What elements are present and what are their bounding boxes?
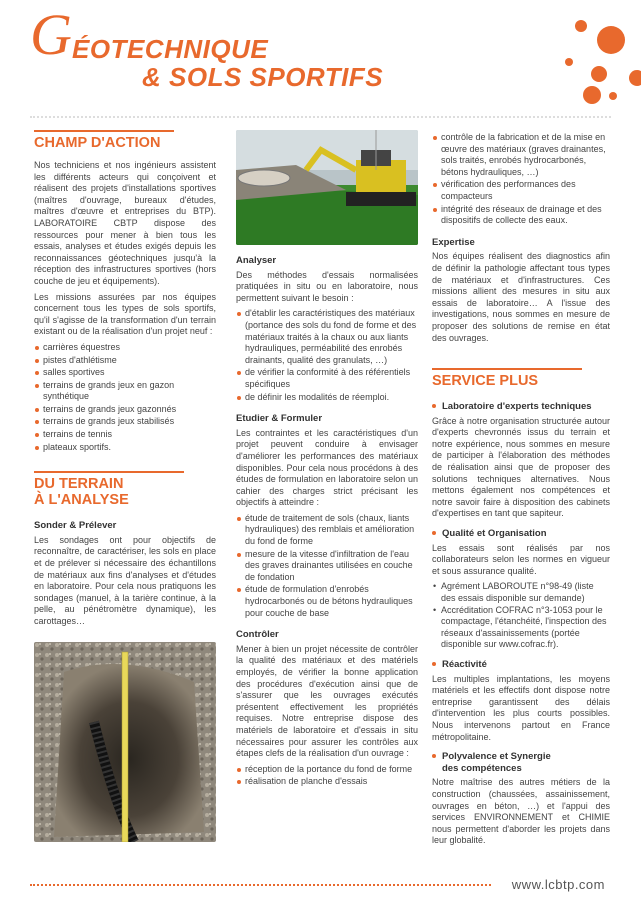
controle-list: [432, 132, 610, 227]
labo-title: Laboratoire d'experts techniques: [432, 401, 610, 413]
champ-paragraph-1: Nos techniciens et nos ingénieurs assistent les différents acteurs qui conçoivent et réalisent des projets d'installations sportives (maîtres d'ouvrage, bureaux d'études, maîtres d'œuvre et entreprises du BTP). LABORATOIRE CBTP dispose des ressources pour mener à bien tous les essais, analyses et études exigés depuis les reconnaissances géotechniques jusqu'à la réception des infrastructures sportives (hors couche de jeu et équipements).: [34, 160, 216, 286]
list-item: vérification des performances des compacteurs: [432, 179, 610, 202]
list-item: terrains de grands jeux stabilisés: [34, 416, 216, 428]
list-item: d'établir les caractéristiques des matériaux (portance des sols du fond de forme et des matériaux traités à la chaux ou aux liants hydrauliques, perméabilité des enrobés drainants, qualité des granulats, …): [236, 308, 418, 366]
list-item: terrains de grands jeux gazonnés: [34, 404, 216, 416]
list-item: étude de formulation d'enrobés hydrocarbonés ou de bétons hydrauliques pour couche de base: [236, 584, 418, 619]
list-item: terrains de tennis: [34, 429, 216, 441]
list-item: réalisation de planche d'essais: [236, 776, 418, 788]
list-item: plateaux sportifs.: [34, 442, 216, 454]
website-link[interactable]: www.lcbtp.com: [511, 877, 605, 892]
analyser-paragraph: Des méthodes d'essais normalisées pratiquées in situ ou en laboratoire, nous permettent suivant le besoin :: [236, 269, 418, 303]
section-title-champ: CHAMP D'ACTION: [34, 130, 174, 154]
list-item: carrières équestres: [34, 342, 216, 354]
list-item: intégrité des réseaux de drainage et des dispositifs de collecte des eaux.: [432, 204, 610, 227]
section-title-service: SERVICE PLUS: [432, 368, 582, 389]
column-2: [236, 130, 418, 792]
list-item: salles sportives: [34, 367, 216, 379]
list-item: contrôle de la fabrication et de la mise en œuvre des matériaux (graves drainantes, sols traités, enrobés hydrocarbonés, bétons hydrauliques, …): [432, 132, 610, 178]
expertise-paragraph: Nos équipes réalisent des diagnostics afin de définir la pathologie affectant tous types de matériaux et d'infrastructures. Ces missions allient des mesures in situ aux essais de laboratoire… A l'issue des investigations, nous sommes en mesure de proposer des solutions de remise en état des ouvrages.: [432, 251, 610, 343]
list-item: étude de traitement de sols (chaux, liants hydrauliques) des remblais et amélioration du fond de forme: [236, 513, 418, 548]
qualite-list: [432, 581, 610, 651]
header-divider: [30, 116, 611, 118]
list-item: de définir les modalités de réemploi.: [236, 392, 418, 404]
polyvalence-paragraph: Notre maîtrise des autres métiers de la construction (chaussées, assainissement, ouvrages en béton, …) et l'appui des services ENVIRONNEMENT et CHIMIE nous permettent d'aborder les projets dans leur globalité.: [432, 777, 610, 846]
terrain-title-line-2: À L'ANALYSE: [34, 492, 129, 509]
etudier-paragraph: Les contraintes et les caractéristiques d'un projet peuvent conduire à envisager d'améliorer les performances des matériaux disponibles. Pour cela nous procédons à des études de formulation en laboratoire selon un cahier des charges strict précisant les objectifs à atteindre :: [236, 427, 418, 508]
etudier-title: Etudier & Formuler: [236, 413, 323, 425]
title-line-2: & SOLS SPORTIFS: [142, 62, 384, 92]
column-3: [432, 130, 610, 851]
terrain-title-line-1: DU TERRAIN: [34, 476, 124, 493]
qualite-paragraph: Les essais sont réalisés par nos collaborateurs selon les normes en vigueur et sous assurance qualité.: [432, 542, 610, 576]
etudier-list: [236, 513, 418, 619]
controler-paragraph: Mener à bien un projet nécessite de contrôler la qualité des matériaux et des matériels employés, de vérifier la bonne application des procédures d'exécution ainsi que de s'assurer que les ouvrages exécutés présentent effectivement les propriétés requises. Notre entreprise dispose des matériels de laboratoire et d'essais in situ nécessaires pour assurer les contrôles aux étapes clefs de la réalisation d'un ouvrage :: [236, 643, 418, 759]
list-item: • Agrément LABOROUTE n°98-49 (liste des essais disponible sur demande): [432, 581, 610, 604]
title-initial: G: [30, 2, 72, 67]
labo-paragraph: Grâce à notre organisation structurée autour d'experts chevronnés issus du terrain et notre expérience, nous sommes en mesure de participer à l'élaboration des méthodes de réalisation ainsi que de proposer des solutions techniques alternatives. Nous mettons également nos compétences et notre savoir faire à disposition des cabinets d'expertises en tant que sapiteur.: [432, 415, 610, 519]
champ-list: [34, 342, 216, 453]
list-item: terrains de grands jeux en gazon synthétique: [34, 380, 216, 403]
controler-title: Contrôler: [236, 629, 279, 641]
champ-paragraph-2: Les missions assurées par nos équipes concernent tous les types de sols sportifs, qu'il s'agisse de la transformation d'un terrain existant ou de la réalisation d'un projet neuf :: [34, 291, 216, 337]
analyser-title: Analyser: [236, 255, 277, 266]
list-item: pistes d'athlétisme: [34, 355, 216, 367]
polyvalence-title-line-2: des compétences: [442, 762, 522, 774]
qualite-title: Qualité et Organisation: [432, 528, 610, 540]
footer-divider: [30, 884, 491, 886]
polyvalence-title: [432, 751, 610, 774]
list-item: mesure de la vitesse d'infiltration de l'eau des graves drainantes utilisées en couche de fondation: [236, 549, 418, 584]
list-item: de vérifier la conformité à des référentiels spécifiques: [236, 367, 418, 390]
column-1: [34, 130, 216, 842]
decorative-dots-icon: [481, 0, 641, 120]
section-title-terrain: [34, 471, 184, 508]
title-line-1: ÉOTECHNIQUE: [72, 34, 269, 64]
polyvalence-title-line-1: Polyvalence et Synergie: [442, 751, 551, 763]
borehole-photo-icon: [34, 642, 216, 842]
excavator-photo-icon: [236, 130, 418, 245]
list-item: • Accréditation COFRAC n°3-1053 pour le compactage, l'étanchéité, l'inspection des réseaux d'assainissements (portée disponible sur www.cofrac.fr).: [432, 605, 610, 651]
reactivite-paragraph: Les multiples implantations, les moyens matériels et les effectifs dont dispose notre entreprise garantissent des délais d'intervention les plus courts possibles. Nous intervenons partout en France métropolitaine.: [432, 673, 610, 742]
expertise-title: Expertise: [432, 236, 475, 248]
sonder-paragraph: Les sondages ont pour objectifs de reconnaître, de caractériser, les sols en place et de prélever si nécessaire des échantillons de matériaux aux fins d'analyses et d'études en laboratoire. Pour cela nous pratiquons les sondages (manuel, à la tarière continue, à la pelle, au pénétromètre dynamique), les carottages…: [34, 534, 216, 626]
reactivite-title: Réactivité: [432, 659, 610, 671]
analyser-list: [236, 308, 418, 403]
sonder-title: Sonder & Prélever: [34, 520, 117, 532]
list-item: réception de la portance du fond de forme: [236, 764, 418, 776]
controler-list: [236, 764, 418, 788]
